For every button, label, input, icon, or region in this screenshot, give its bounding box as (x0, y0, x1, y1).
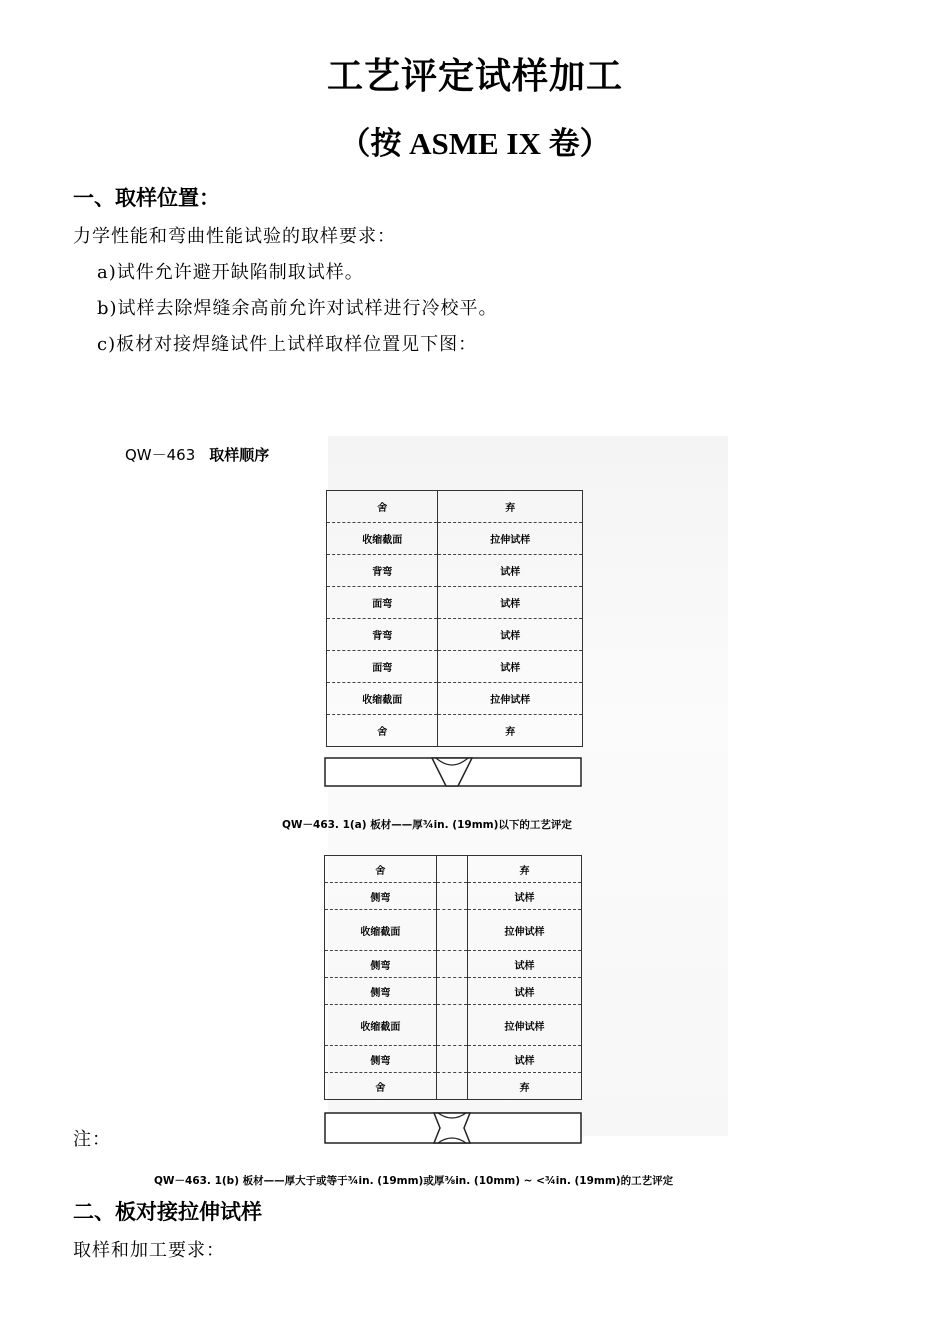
table-row (325, 883, 582, 910)
table-cell: 拉伸试样 (468, 910, 582, 951)
table-row (327, 715, 583, 747)
table-cell (436, 978, 467, 1005)
table-cell: 背弯 (327, 619, 438, 651)
table-cell: 试样 (468, 978, 582, 1005)
table-cell: 舍 (327, 491, 438, 523)
page-subtitle: （按 ASME IX 卷） (339, 126, 611, 161)
table-cell: 试样 (468, 883, 582, 910)
section-1-heading: 一、取样位置： (73, 185, 220, 210)
figure-name: 取样顺序 (209, 446, 270, 464)
table-row (327, 555, 583, 587)
table-cell: 试样 (468, 951, 582, 978)
table-cell: 舍 (327, 715, 438, 747)
table-cell (436, 910, 467, 951)
table-cell: 舍 (325, 1073, 437, 1100)
weld-plate-cross-section-a (324, 752, 582, 792)
page-title: 工艺评定试样加工 (326, 55, 623, 97)
table-row (325, 910, 582, 951)
table-cell: 舍 (325, 856, 437, 883)
table-cell: 试样 (438, 651, 583, 683)
table-cell: 收缩截面 (325, 1005, 437, 1046)
table-cell: 面弯 (327, 587, 438, 619)
table-cell (436, 883, 467, 910)
table-row (327, 651, 583, 683)
table-cell: 弃 (468, 856, 582, 883)
table-row (327, 491, 583, 523)
figure-a-caption: QW－463. 1(a) 板材——厚¾in. (19mm)以下的工艺评定 (282, 819, 572, 831)
table-cell: 侧弯 (325, 883, 437, 910)
table-cell: 试样 (468, 1046, 582, 1073)
section-2-heading: 二、板对接拉伸试样 (73, 1199, 262, 1224)
weld-plate-cross-section-b (324, 1109, 582, 1149)
table-cell: 试样 (438, 555, 583, 587)
table-row (327, 587, 583, 619)
table-row (325, 1046, 582, 1073)
table-cell (436, 856, 467, 883)
note-label: 注： (73, 1129, 111, 1150)
table-cell: 侧弯 (325, 978, 437, 1005)
figure-b-caption: QW－463. 1(b) 板材——厚大于或等于¾in. (19mm)或厚⅜in. (10mm) ~ <¾in. (19mm)的工艺评定 (154, 1175, 674, 1187)
table-cell (436, 951, 467, 978)
list-item-b: b)试样去除焊缝余高前允许对试样进行冷校平。 (97, 298, 498, 319)
figure-code: QW－463 (125, 446, 196, 464)
table-cell: 收缩截面 (327, 683, 438, 715)
figure-a-table (326, 490, 583, 747)
table-cell: 拉伸试样 (438, 523, 583, 555)
table-row (325, 951, 582, 978)
section-1-intro: 力学性能和弯曲性能试验的取样要求： (73, 226, 396, 247)
table-row (325, 978, 582, 1005)
table-cell: 收缩截面 (325, 910, 437, 951)
figure-b-table (324, 855, 582, 1100)
table-row (325, 1005, 582, 1046)
table-row (325, 856, 582, 883)
table-cell (436, 1046, 467, 1073)
table-cell: 侧弯 (325, 1046, 437, 1073)
figure-heading (125, 444, 269, 465)
table-row (327, 523, 583, 555)
section-2-intro: 取样和加工要求： (73, 1240, 225, 1261)
table-cell: 弃 (438, 715, 583, 747)
table-row (327, 683, 583, 715)
table-cell: 弃 (438, 491, 583, 523)
table-cell (436, 1073, 467, 1100)
table-cell: 面弯 (327, 651, 438, 683)
table-cell: 拉伸试样 (468, 1005, 582, 1046)
table-cell: 侧弯 (325, 951, 437, 978)
table-cell: 试样 (438, 587, 583, 619)
table-cell: 试样 (438, 619, 583, 651)
table-cell: 弃 (468, 1073, 582, 1100)
table-cell (436, 1005, 467, 1046)
table-row (325, 1073, 582, 1100)
list-item-c: c)板材对接焊缝试件上试样取样位置见下图： (97, 334, 478, 355)
specimen-location-figure (118, 432, 758, 1192)
table-cell: 收缩截面 (327, 523, 438, 555)
table-cell: 背弯 (327, 555, 438, 587)
list-item-a: a)试件允许避开缺陷制取试样。 (97, 262, 364, 283)
table-cell: 拉伸试样 (438, 683, 583, 715)
table-row (327, 619, 583, 651)
